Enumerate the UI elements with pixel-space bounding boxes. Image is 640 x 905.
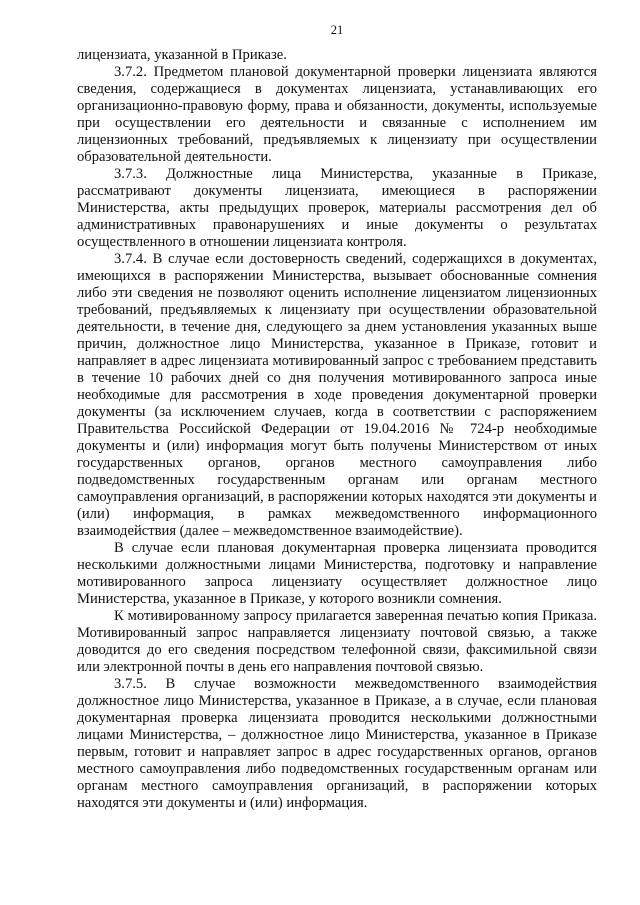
page-number: 21 xyxy=(330,23,344,37)
paragraph-multiple-officials: В случае если плановая документарная проверка лицензиата проводится несколькими должностными лицами Министерства, подготовку и направление мотивированного запроса лицензиату осуществляет должностное лицо Министерства, указанное в Приказе, у которого возникли сомнения. xyxy=(77,540,597,607)
paragraph-continuation: лицензиата, указанной в Приказе. xyxy=(77,47,287,63)
paragraph-3-7-3: 3.7.3. Должностные лица Министерства, указанные в Приказе, рассматривают документы лицензиата, имеющиеся в распоряжении Министерства, акты предыдущих проверок, материалы рассмотрения дел об административных правонарушениях и иные документы о результатах осуществленного в отношении лицензиата контроля. xyxy=(77,166,597,250)
paragraph-3-7-4: 3.7.4. В случае если достоверность сведений, содержащихся в документах, имеющихся в распоряжении Министерства, вызывает обоснованные сомнения либо эти сведения не позволяют оценить исполнение лицензиатом лицензионных требований, предъявляемых к лицензиату при осуществлении образовательной деятельности, в течение дня, следующего за днем установления указанных выше причин, должностное лицо Министерства, указанное в Приказе, готовит и направляет в адрес лицензиата мотивированный запрос с требованием представить в течение 10 рабочих дней со дня получения мотивированного запроса иные необходимые для рассмотрения в ходе проведения документарной проверки документы (за исключением случаев, когда в соответствии с распоряжением Правительства Российской Федерации от 19.04.2016 № 724-р необходимые документы и (или) информация могут быть получены Министерством от иных государственных органов, органов местного самоуправления либо подведомственных государственным органам или органам местного самоуправления организаций, в распоряжении которых находятся эти документы и (или) информация, в рамках межведомственного информационного взаимодействия (далее – межведомственное взаимодействие). xyxy=(77,251,597,539)
paragraph-3-7-5: 3.7.5. В случае возможности межведомственного взаимодействия должностное лицо Министерства, указанное в Приказе, а в случае, если плановая документарная проверка лицензиата проводится несколькими должностными лицами Министерства, – должностное лицо Министерства, указанное в Приказе первым, готовит и направляет запрос в адрес государственных органов, органов местного самоуправления либо подведомственных государственным органам или органам местного самоуправления организаций, в распоряжении которых находятся эти документы и (или) информация. xyxy=(77,676,597,811)
paragraph-request-attachment: К мотивированному запросу прилагается заверенная печатью копия Приказа. Мотивированный запрос направляется лицензиату почтовой связью, а также доводится до его сведения посредством телефонной связи, факсимильной связи или электронной почты в день его направления почтовой связью. xyxy=(77,608,597,675)
paragraph-3-7-2: 3.7.2. Предметом плановой документарной проверки лицензиата являются сведения, содержащиеся в документах лицензиата, устанавливающих его организационно-правовую форму, права и обязанности, документы, используемые при осуществлении его деятельности и связанные с исполнением им лицензионных требований, предъявляемых к лицензиату при осуществлении образовательной деятельности. xyxy=(77,64,597,165)
